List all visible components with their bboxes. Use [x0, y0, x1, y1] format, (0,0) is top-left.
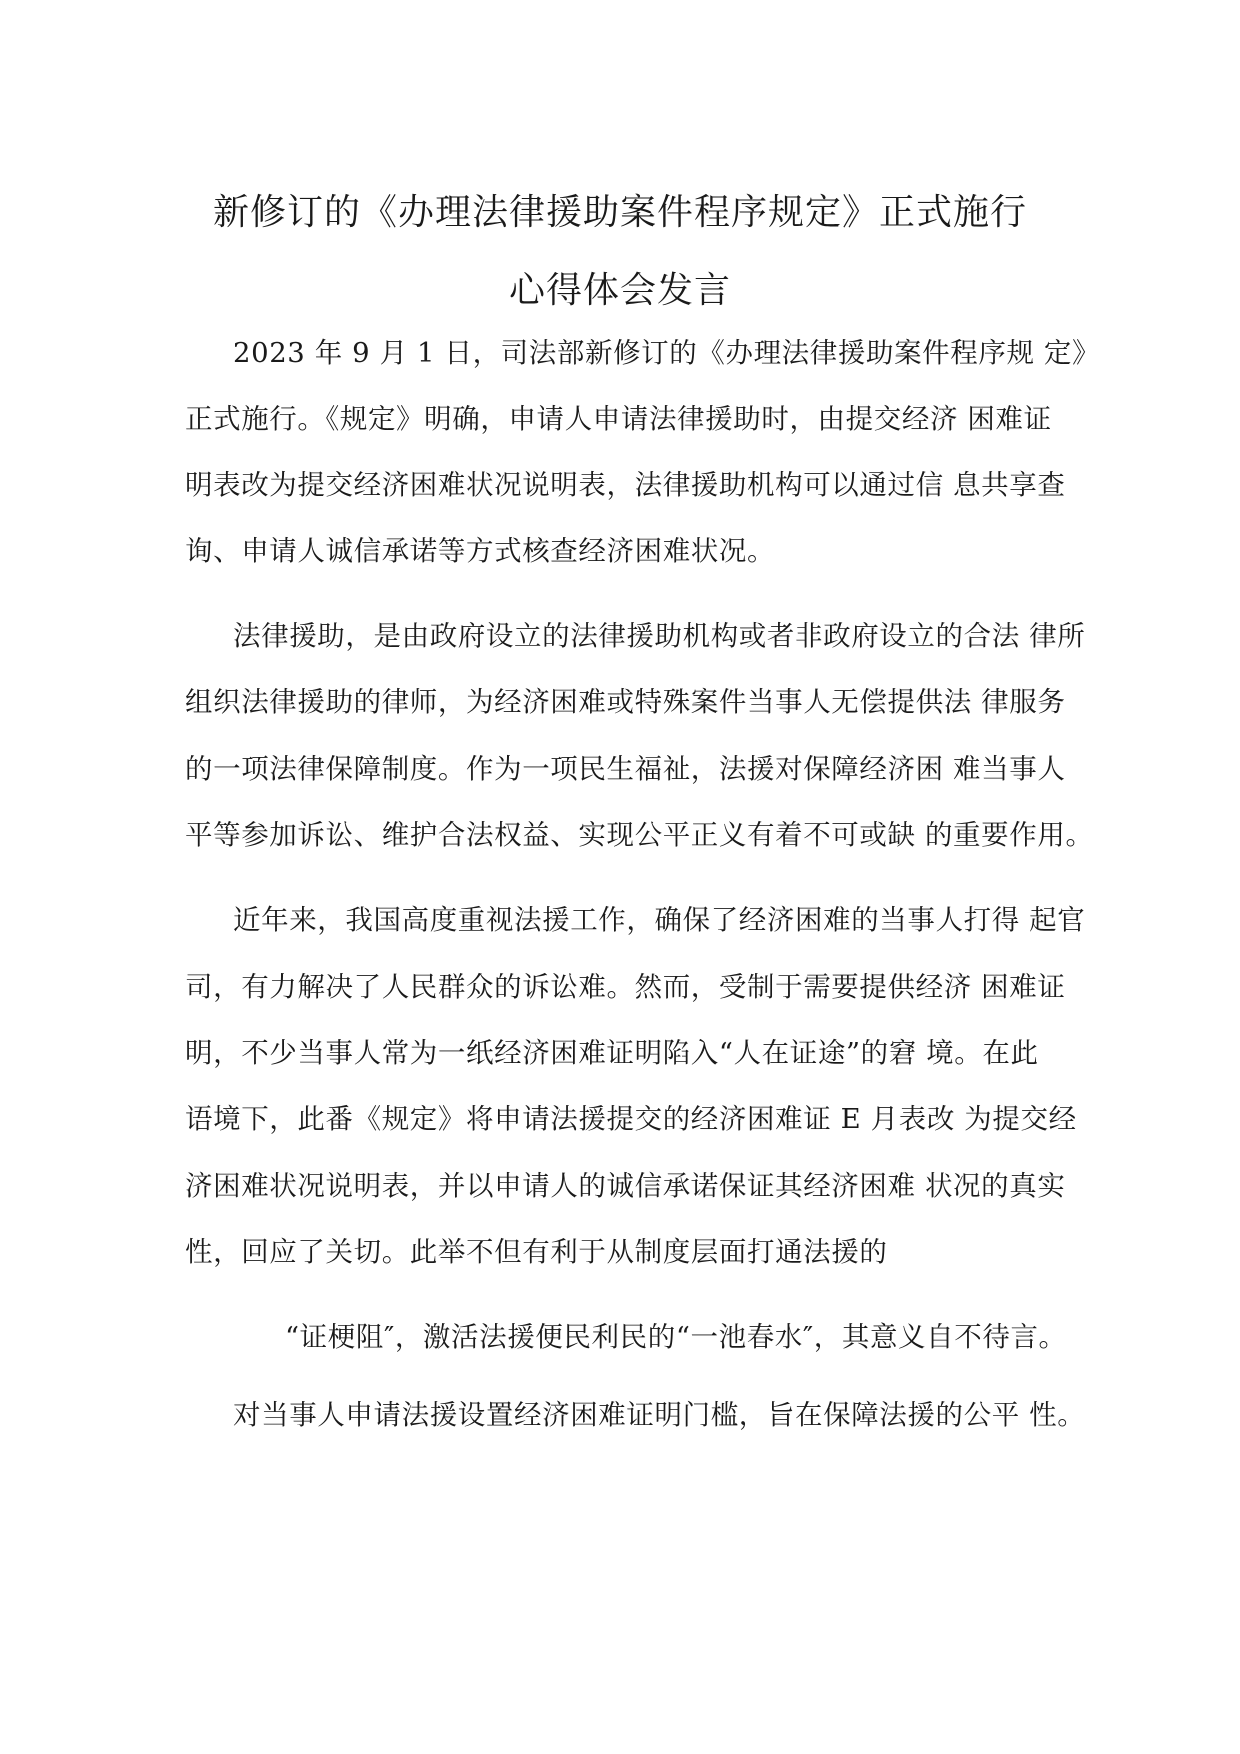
- document-title-line-2: 心得体会发言: [508, 270, 731, 311]
- paragraph-3-line-3: 明，不少当事人常为一纸经济困难证明陷入“人在证途”的窘 境。在此: [185, 1037, 1039, 1069]
- paragraph-1-line-3: 明表改为提交经济困难状况说明表，法律援助机构可以通过信 息共享查: [185, 469, 1066, 501]
- paragraph-3-line-2: 司，有力解决了人民群众的诉讼难。然而，受制于需要提供经济 困难证: [185, 971, 1066, 1003]
- paragraph-4-line-1: “证梗阻″，激活法援便民利民的“一池春水″，其意义自不待言。: [285, 1321, 1067, 1353]
- paragraph-1-line-1: 2023 年 9 月 1 日，司法部新修订的《办理法律援助案件程序规 定》: [233, 337, 1101, 369]
- paragraph-1-line-4: 询、申请人诚信承诺等方式核查经济困难状况。: [185, 535, 776, 567]
- paragraph-2-line-1: 法律援助，是由政府设立的法律援助机构或者非政府设立的合法 律所: [233, 620, 1086, 652]
- paragraph-2-line-2: 组织法律援助的律师，为经济困难或特殊案件当事人无偿提供法 律服务: [185, 686, 1066, 718]
- paragraph-5-line-1: 对当事人申请法援设置经济困难证明门槛，旨在保障法援的公平 性。: [233, 1399, 1086, 1431]
- paragraph-3-line-6: 性，回应了关切。此举不但有利于从制度层面打通法援的: [185, 1236, 888, 1268]
- paragraph-3-line-1: 近年来，我国高度重视法援工作，确保了经济困难的当事人打得 起官: [233, 904, 1086, 936]
- paragraph-2-line-3: 的一项法律保障制度。作为一项民生福祉，法援对保障经济困 难当事人: [185, 753, 1066, 785]
- paragraph-3-line-4: 语境下，此番《规定》将申请法援提交的经济困难证 E 月表改 为提交经: [185, 1103, 1077, 1135]
- paragraph-1-line-2: 正式施行。《规定》明确，申请人申请法律援助时，由提交经济 困难证: [185, 403, 1052, 435]
- paragraph-3-line-5: 济困难状况说明表，并以申请人的诚信承诺保证其经济困难 状况的真实: [185, 1170, 1066, 1202]
- paragraph-2-line-4: 平等参加诉讼、维护合法权益、实现公平正义有着不可或缺 的重要作用。: [185, 819, 1094, 851]
- document-title-line-1: 新修订的《办理法律援助案件程序规定》正式施行: [212, 192, 1027, 233]
